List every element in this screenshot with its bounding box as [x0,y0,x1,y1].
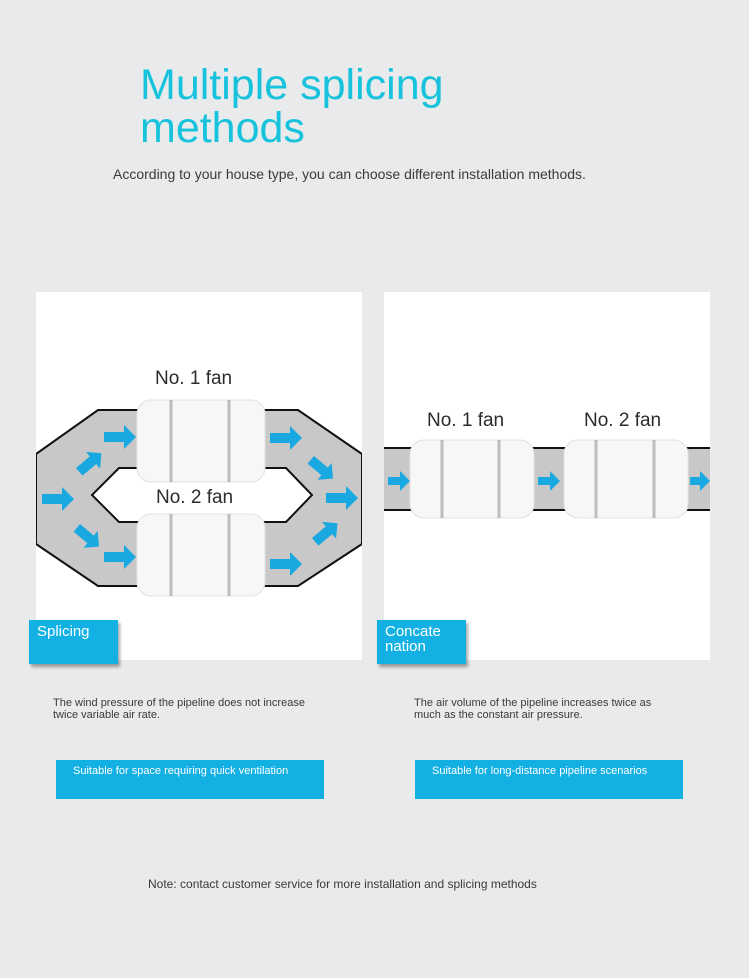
splicing-scenario-banner: Suitable for space requiring quick ventilation [56,760,324,799]
splicing-fan2-label: No. 2 fan [156,487,234,508]
splicing-fan-1 [137,400,265,482]
splicing-tag: Splicing [29,620,118,664]
splicing-fan1-label: No. 1 fan [155,368,233,389]
concatenation-fan-1 [410,440,534,518]
splicing-diagram-panel [36,292,362,660]
concatenation-description: The air volume of the pipeline increases twice as much as the constant air pressure. [414,697,652,721]
concatenation-fan2-label: No. 2 fan [584,410,662,431]
concatenation-fan1-label: No. 1 fan [427,410,505,431]
page-title: Multiple splicing methods [140,61,444,152]
concatenation-scenario-banner: Suitable for long-distance pipeline scenarios [415,760,683,799]
splicing-duct-diagram [36,292,362,660]
concatenation-tag: Concate nation [377,620,466,664]
page-subtitle: According to your house type, you can choose different installation methods. [113,166,586,182]
footer-note: Note: contact customer service for more installation and splicing methods [148,877,537,891]
concatenation-duct-diagram [384,292,710,660]
concatenation-fan-2 [564,440,688,518]
splicing-fan-2 [137,514,265,596]
splicing-description: The wind pressure of the pipeline does not increase twice variable air rate. [53,697,305,721]
concatenation-diagram-panel [384,292,710,660]
